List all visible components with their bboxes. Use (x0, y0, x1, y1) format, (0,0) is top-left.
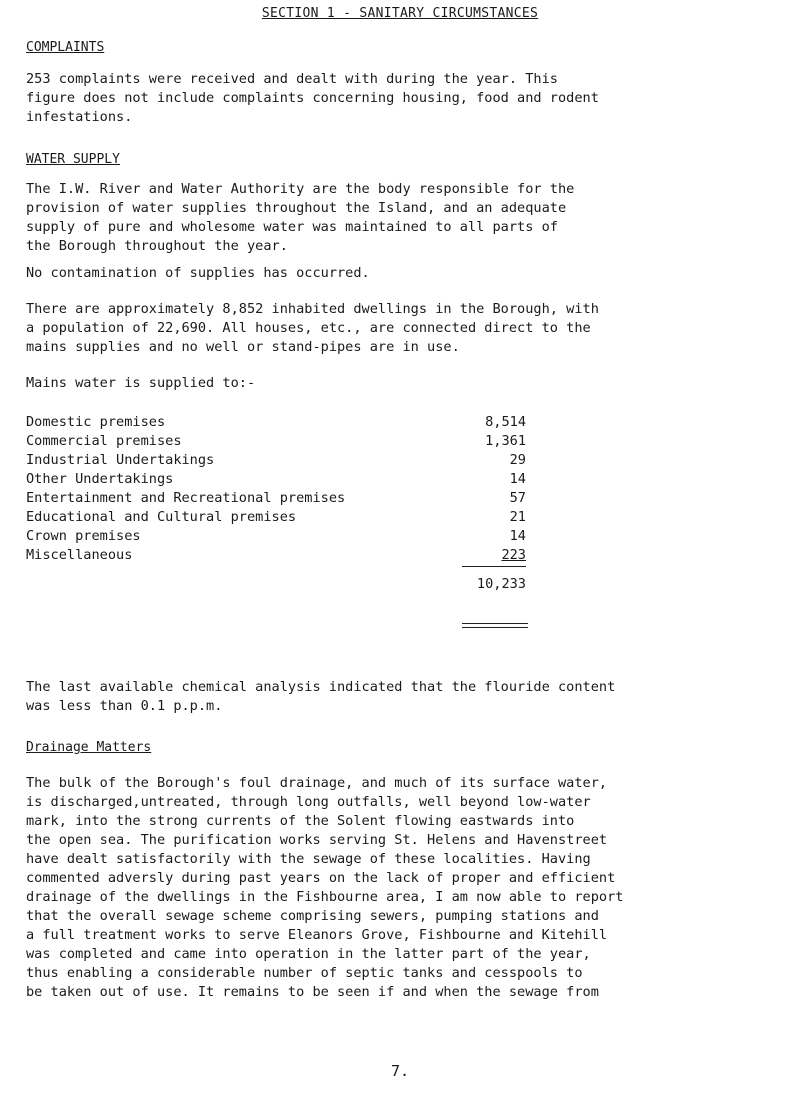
row-label: Crown premises (26, 528, 141, 544)
table-row (26, 413, 526, 432)
table-row (26, 470, 526, 489)
table-row (26, 489, 526, 508)
total-row (26, 575, 526, 594)
contamination-paragraph: No contamination of supplies has occurred. (26, 265, 370, 281)
drainage-paragraph: The bulk of the Borough's foul drainage, and much of its surface water, is discharged,untreated, through long outfalls, well beyond low-water mark, into the strong currents of the Solent flowing eastwards into the open sea. The purification works serving St. Helens and Havenstreet have dealt satisfactorily with the sewage of these localities. Having commented adversly during past years on the lack of proper and efficient drainage of the dwellings in the Fishbourne area, I am now able to report that the overall sewage scheme comprising sewers, pumping stations and a full treatment works to serve Eleanors Grove, Fishbourne and Kitehill was completed and came into operation in the latter part of the year, thus enabling a considerable number of septic tanks and cesspools to be taken out of use. It remains to be seen if and when the sewage from (26, 775, 624, 1000)
page-number: 7. (390, 1062, 410, 1080)
table-row (26, 451, 526, 470)
total-value: 10,233 (476, 576, 526, 592)
row-value: 21 (509, 509, 526, 525)
table-row (26, 508, 526, 527)
water-supply-heading: WATER SUPPLY (26, 152, 120, 167)
complaints-paragraph: 253 complaints were received and dealt with during the year. This figure does not include complaints concerning housing, food and rodent infestations. (26, 71, 599, 125)
row-label: Entertainment and Recreational premises (26, 490, 346, 506)
row-value: 1,361 (485, 433, 526, 449)
row-value: 29 (509, 452, 526, 468)
water-supply-paragraph: The I.W. River and Water Authority are the body responsible for the provision of water supplies throughout the Island, and an adequate supply of pure and wholesome water was maintained to all parts of the Borough throughout the year. (26, 181, 575, 254)
row-value: 14 (509, 471, 526, 487)
row-value: 14 (509, 528, 526, 544)
row-label: Industrial Undertakings (26, 452, 215, 468)
analysis-paragraph: The last available chemical analysis indicated that the flouride content was less than 0.1 p.p.m. (26, 679, 616, 714)
dwellings-paragraph: There are approximately 8,852 inhabited dwellings in the Borough, with a population of 22,690. All houses, etc., are connected direct to the mains supplies and no well or stand-pipes are in use. (26, 301, 599, 355)
row-label: Miscellaneous (26, 547, 133, 563)
row-value: 223 (501, 547, 526, 563)
mains-supply-table (26, 413, 526, 594)
row-label: Domestic premises (26, 414, 166, 430)
mains-intro: Mains water is supplied to:- (26, 375, 256, 391)
row-value: 8,514 (485, 414, 526, 430)
section-title: SECTION 1 - SANITARY CIRCUMSTANCES (261, 6, 539, 21)
total-double-rule (462, 623, 528, 628)
row-label: Other Undertakings (26, 471, 174, 487)
row-value: 57 (509, 490, 526, 506)
complaints-heading: COMPLAINTS (26, 40, 105, 55)
table-row (26, 546, 526, 565)
row-label: Commercial premises (26, 433, 182, 449)
drainage-heading: Drainage Matters (26, 740, 152, 755)
row-label: Educational and Cultural premises (26, 509, 297, 525)
table-row (26, 432, 526, 451)
table-row (26, 527, 526, 546)
subtotal-rule (462, 566, 526, 567)
